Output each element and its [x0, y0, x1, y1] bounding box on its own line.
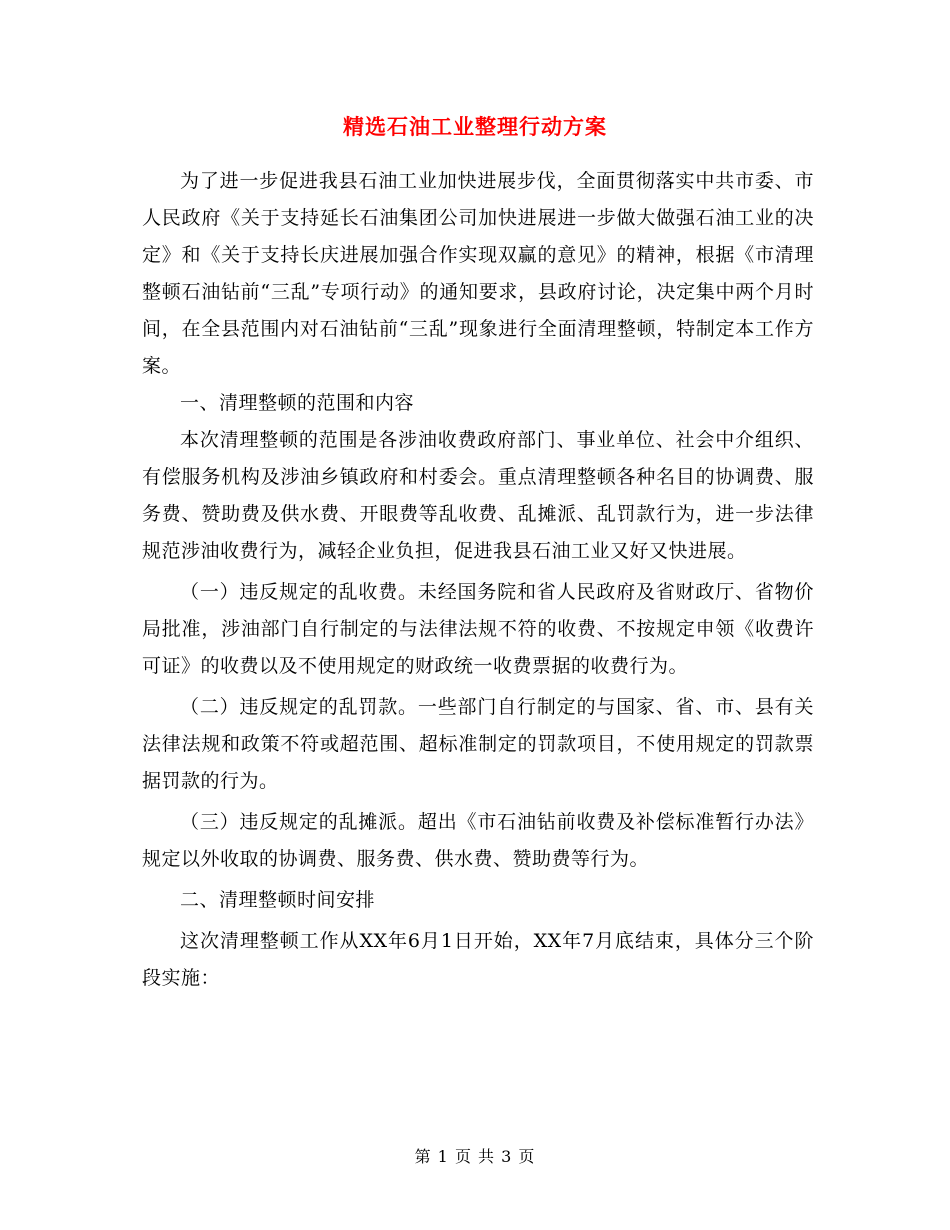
- item-1-paragraph: （一）违反规定的乱收费。未经国务院和省人民政府及省财政厅、省物价局批准，涉油部门自行制定的与法律法规不符的收费、不按规定申领《收费许可证》的收费以及不使用规定的财政统一收费票据的收费行为。: [142, 581, 814, 677]
- section-heading-2: 二、清理整顿时间安排: [180, 889, 376, 911]
- document-title: 精选石油工业整理行动方案: [343, 114, 607, 139]
- section-heading-1: 一、清理整顿的范围和内容: [180, 392, 415, 414]
- item-3-paragraph: （三）违反规定的乱摊派。超出《市石油钻前收费及补偿标准暂行办法》规定以外收取的协调费、服务费、供水费、赞助费等行为。: [142, 811, 814, 870]
- item-2-paragraph: （二）违反规定的乱罚款。一些部门自行制定的与国家、省、市、县有关法律法规和政策不符或超范围、超标准制定的罚款项目，不使用规定的罚款票据罚款的行为。: [142, 696, 814, 792]
- scope-paragraph: 本次清理整顿的范围是各涉油收费政府部门、事业单位、社会中介组织、有偿服务机构及涉油乡镇政府和村委会。重点清理整顿各种名目的协调费、服务费、赞助费及供水费、开眼费等乱收费、乱摊派、乱罚款行为，进一步法律规范涉油收费行为，减轻企业负担，促进我县石油工业又好又快进展。: [142, 429, 814, 562]
- schedule-paragraph: 这次清理整顿工作从XX年6月1日开始，XX年7月底结束，具体分三个阶段实施：: [142, 930, 814, 989]
- document-body: [142, 163, 814, 997]
- page-number-footer: 第 1 页 共 3 页: [414, 1147, 536, 1166]
- intro-paragraph: 为了进一步促进我县石油工业加快进展步伐，全面贯彻落实中共市委、市人民政府《关于支持延长石油集团公司加快进展进一步做大做强石油工业的决定》和《关于支持长庆进展加强合作实现双赢的意见》的精神，根据《市清理整顿石油钻前“三乱”专项行动》的通知要求，县政府讨论，决定集中两个月时间，在全县范围内对石油钻前“三乱”现象进行全面清理整顿，特制定本工作方案。: [142, 170, 814, 377]
